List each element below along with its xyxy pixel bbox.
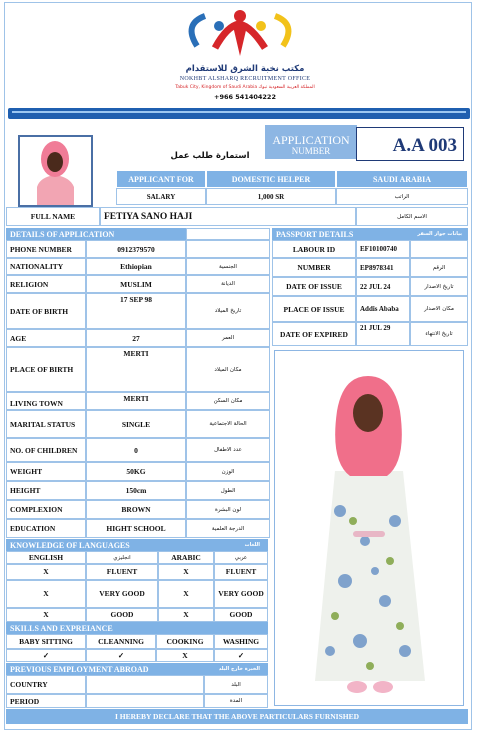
passport-label: DATE OF ISSUE <box>272 277 356 296</box>
detail-value: Ethiopian <box>86 258 186 275</box>
detail-label: NATIONALITY <box>6 258 86 275</box>
passport-label: PLACE OF ISSUE <box>272 296 356 322</box>
detail-label-ar: تاريخ الميلاد <box>186 293 270 329</box>
employment-period-ar: المدة <box>204 694 268 708</box>
skills-section-header: SKILLS AND EXPREIANCE <box>6 622 268 634</box>
employment-section-header <box>6 663 268 675</box>
passport-value: EF10100740 <box>356 240 410 258</box>
employment-section-title: PREVIOUS EMPLOYMENT ABROAD <box>10 664 149 674</box>
detail-label: EDUCATION <box>6 519 86 538</box>
lang-arabic-header-ar: عربي <box>214 551 268 564</box>
application-number-box <box>356 127 464 161</box>
detail-value: 150cm <box>86 481 186 500</box>
passport-section-title: PASSPORT DETAILS <box>276 229 354 239</box>
company-logo <box>175 6 305 66</box>
company-phone: +966 541404222 <box>214 93 276 101</box>
detail-label: LIVING TOWN <box>6 392 86 410</box>
employment-section-title-ar: الخبرة خارج البلد <box>218 666 260 672</box>
employment-period-label: PERIOD <box>6 694 86 708</box>
skill-header: COOKING <box>156 634 214 649</box>
passport-label: NUMBER <box>272 258 356 277</box>
languages-section-header <box>6 539 268 551</box>
applicant-for-label: APPLICANT FOR <box>116 170 206 188</box>
detail-value: 27 <box>86 329 186 347</box>
header-bar-highlight <box>12 111 466 113</box>
passport-label-ar: مكان الاصدار <box>410 296 468 322</box>
skill-header: CLEANNING <box>86 634 156 649</box>
detail-label: HEIGHT <box>6 481 86 500</box>
passport-label-ar: تاريخ الانتهاء <box>410 322 468 346</box>
application-number: A.A 003 <box>392 135 457 156</box>
skill-value: ✓ <box>6 649 86 662</box>
location-en: Tabuk City, Kingdom of Saudi Arabia <box>175 85 258 90</box>
full-name-label-ar: الاسم الكامل <box>356 207 468 226</box>
full-body-figure-icon <box>275 351 462 704</box>
application-title-line2: NUMBER <box>291 146 331 156</box>
employment-country-value <box>86 675 204 694</box>
passport-label-ar: تاريخ الاصدار <box>410 277 468 296</box>
passport-value: EP8978341 <box>356 258 410 277</box>
detail-label: COMPLEXION <box>6 500 86 519</box>
detail-label: DATE OF BIRTH <box>6 293 86 329</box>
full-name-label: FULL NAME <box>6 207 100 226</box>
passport-section-title-ar: بيانات جواز السفر <box>417 231 462 237</box>
detail-value: HIGHT SCHOOL <box>86 519 186 538</box>
passport-label: LABOUR ID <box>272 240 356 258</box>
salary-label-ar: الراتب <box>336 188 468 205</box>
applicant-country: SAUDI ARABIA <box>336 170 468 188</box>
company-name-en: NOKHBT ALSHARQ RECRUITMENT OFFICE <box>179 76 311 82</box>
passport-value: Addis Ababa <box>356 296 410 322</box>
language-cell: X <box>158 580 214 608</box>
passport-value: 21 JUL 29 <box>356 322 410 346</box>
skill-value: X <box>156 649 214 662</box>
detail-label-ar: مكان الميلاد <box>186 347 270 392</box>
detail-value: MUSLIM <box>86 275 186 293</box>
passport-label-ar <box>410 240 468 258</box>
detail-label-ar: الوزن <box>186 462 270 481</box>
detail-value: MERTI <box>86 347 186 392</box>
detail-value: BROWN <box>86 500 186 519</box>
detail-label: PLACE OF BIRTH <box>6 347 86 392</box>
language-cell: X <box>6 564 86 580</box>
detail-value: SINGLE <box>86 410 186 438</box>
detail-label: MARITAL STATUS <box>6 410 86 438</box>
applicant-position: DOMESTIC HELPER <box>206 170 336 188</box>
language-cell: X <box>6 580 86 608</box>
detail-label: RELIGION <box>6 275 86 293</box>
detail-value: 0 <box>86 438 186 462</box>
skill-header: WASHING <box>214 634 268 649</box>
detail-label-ar: مكان السكن <box>186 392 270 410</box>
details-header-spacer <box>186 228 270 240</box>
employment-country-ar: البلد <box>204 675 268 694</box>
detail-label-ar: الديانة <box>186 275 270 293</box>
detail-value: 17 SEP 98 <box>86 293 186 329</box>
language-cell: GOOD <box>214 608 268 622</box>
detail-label: AGE <box>6 329 86 347</box>
employment-country-label: COUNTRY <box>6 675 86 694</box>
language-cell: X <box>6 608 86 622</box>
salary-label: SALARY <box>116 188 206 205</box>
language-cell: VERY GOOD <box>86 580 158 608</box>
language-cell: FLUENT <box>214 564 268 580</box>
detail-label-ar: عدد الاطفال <box>186 438 270 462</box>
languages-section-title: KNOWLEDGE OF LANGUAGES <box>10 540 130 550</box>
detail-value: 50KG <box>86 462 186 481</box>
salary-value: 1,000 SR <box>206 188 336 205</box>
language-cell: FLUENT <box>86 564 158 580</box>
detail-label-ar: الجنسية <box>186 258 270 275</box>
languages-section-title-ar: اللغات <box>244 542 260 548</box>
skill-header: BABY SITTING <box>6 634 86 649</box>
lang-english-header: ENGLISH <box>6 551 86 564</box>
full-name-value: FETIYA SANO HAJI <box>100 207 356 226</box>
language-cell: X <box>158 564 214 580</box>
passport-label-ar: الرقم <box>410 258 468 277</box>
application-title-line1: APPLICATION <box>272 133 350 147</box>
skill-value: ✓ <box>214 649 268 662</box>
passport-section-header <box>272 228 468 240</box>
detail-label: WEIGHT <box>6 462 86 481</box>
detail-label-ar: الحالة الاجتماعية <box>186 410 270 438</box>
lang-arabic-header: ARABIC <box>158 551 214 564</box>
detail-label: PHONE NUMBER <box>6 240 86 258</box>
detail-label: NO. OF CHILDREN <box>6 438 86 462</box>
detail-value: MERTI <box>86 392 186 410</box>
lang-english-header-ar: انجليزي <box>86 551 158 564</box>
company-location <box>150 85 340 90</box>
passport-value: 22 JUL 24 <box>356 277 410 296</box>
detail-label-ar: لون البشرة <box>186 500 270 519</box>
detail-label-ar: الدرجة العلمية <box>186 519 270 538</box>
portrait-photo <box>18 135 93 207</box>
employment-period-value <box>86 694 204 708</box>
full-body-photo <box>274 350 464 706</box>
language-cell: GOOD <box>86 608 158 622</box>
passport-label: DATE OF EXPIRED <box>272 322 356 346</box>
logo-emblem-icon <box>175 6 305 66</box>
skill-value: ✓ <box>86 649 156 662</box>
header-bar <box>8 108 470 119</box>
language-cell: X <box>158 608 214 622</box>
declaration-footer: I HEREBY DECLARE THAT THE ABOVE PARTICULARS FURNISHED <box>6 709 468 724</box>
detail-label-ar <box>186 240 270 258</box>
detail-value: 0912379570 <box>86 240 186 258</box>
form-title-ar: استمارة طلب عمل <box>170 151 250 161</box>
language-cell: VERY GOOD <box>214 580 268 608</box>
detail-label-ar: الطول <box>186 481 270 500</box>
location-ar: المملكة العربية السعودية تبوك <box>258 85 315 90</box>
details-section-header: DETAILS OF APPLICATION <box>6 228 186 240</box>
company-name-ar: مكتب نخبة الشرق للاستقدام <box>185 64 305 74</box>
detail-label-ar: العمر <box>186 329 270 347</box>
